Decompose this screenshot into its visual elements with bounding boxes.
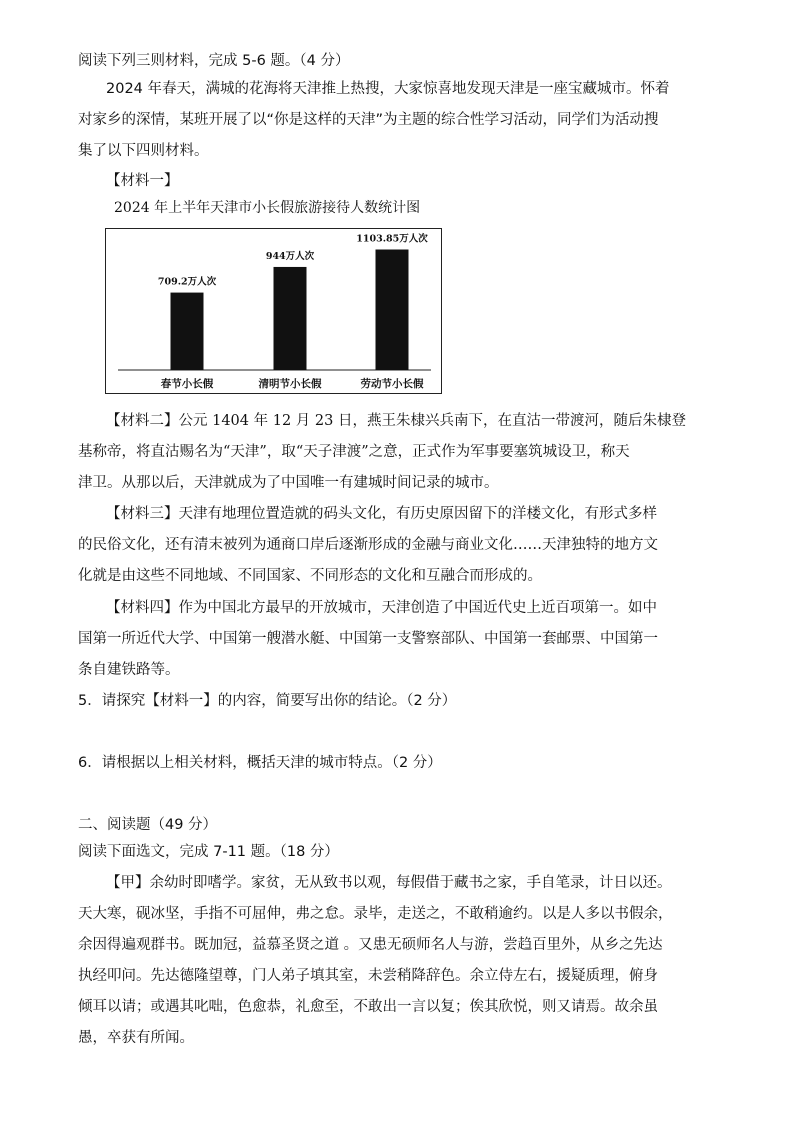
material2-line: 基称帝，将直沽赐名为“天津”，取“天子津渡”之意，正式作为军事要塞筑城设卫，称天 [78,444,630,460]
category-label: 劳动节小长假 [360,378,424,390]
material2-line: 津卫。从那以后，天津就成为了中国唯一有建城时间记录的城市。 [78,475,499,491]
intro-line: 集了以下四则材料。 [78,143,209,159]
material4-line: 条自建铁路等。 [78,662,180,678]
passage-line: 余因得遍观群书。既加冠，益慕圣贤之道 。又患无硕师名人与游，尝趋百里外，从乡之先达 [78,937,663,953]
chart-canvas [106,229,443,395]
question-6: 6．请根据以上相关材料，概括天津的城市特点。（2 分） [78,755,442,771]
chart-title: 2024 年上半年天津市小长假旅游接待人数统计图 [114,200,421,216]
bar-value-label: 709.2万人次 [157,276,217,288]
material3-line: 化就是由这些不同地域、不同国家、不同形态的文化和互融合而形成的。 [78,568,542,584]
bar-value-label: 1103.85万人次 [356,233,428,245]
bar-value-label: 944万人次 [265,250,315,262]
question-5: 5．请探究【材料一】的内容，简要写出你的结论。（2 分） [78,693,457,709]
category-label: 春节小长假 [160,378,214,390]
intro-line: 对家乡的深情，某班开展了以“你是这样的天津”为主题的综合性学习活动，同学们为活动搜 [78,112,659,128]
passage-line: 愚，卒获有所闻。 [78,1030,194,1046]
bar [376,249,409,370]
material4-line: 国第一所近代大学、中国第一艘潜水艇、中国第一支警察部队、中国第一套邮票、中国第一 [78,631,658,647]
reading-heading: 阅读下列三则材料，完成 5-6 题。（4 分） [78,53,350,69]
passage-line: 执经叩问。先达德隆望尊，门人弟子填其室，未尝稍降辞色。余立侍左右，援疑质理，俯身 [78,968,658,984]
category-label: 清明节小长假 [258,378,322,390]
material1-label: 【材料一】 [106,173,179,189]
material4-line: 【材料四】作为中国北方最早的开放城市，天津创造了中国近代史上近百项第一。如中 [106,600,657,616]
material3-line: 【材料三】天津有地理位置造就的码头文化，有历史原因留下的洋楼文化，有形式多样 [106,506,657,522]
passage-line: 【甲】余幼时即嗜学。家贫，无从致书以观，每假借于藏书之家，手自笔录，计日以还。 [106,875,672,891]
material2-line: 【材料二】公元 1404 年 12 月 23 日，燕王朱棣兴兵南下，在直沽一带渡河，随后朱棣登 [106,413,686,429]
bar [171,293,204,370]
passage-line: 天大寒，砚冰坚，手指不可屈伸，弗之怠。录毕，走送之，不敢稍逾约。以是人多以书假余， [78,906,673,922]
passage-heading: 阅读下面选文，完成 7-11 题。（18 分） [78,844,339,860]
bar [274,267,307,370]
passage-line: 倾耳以请；或遇其叱咄，色愈恭，礼愈至，不敢出一言以复；俟其欣悦，则又请焉。故余虽 [78,999,658,1015]
bar-chart [105,228,442,394]
material3-line: 的民俗文化，还有清末被列为通商口岸后逐渐形成的金融与商业文化……天津独特的地方文 [78,537,658,553]
intro-line: 2024 年春天，满城的花海将天津推上热搜，大家惊喜地发现天津是一座宝藏城市。怀着 [106,81,670,97]
section-title: 二、阅读题（49 分） [78,817,218,833]
